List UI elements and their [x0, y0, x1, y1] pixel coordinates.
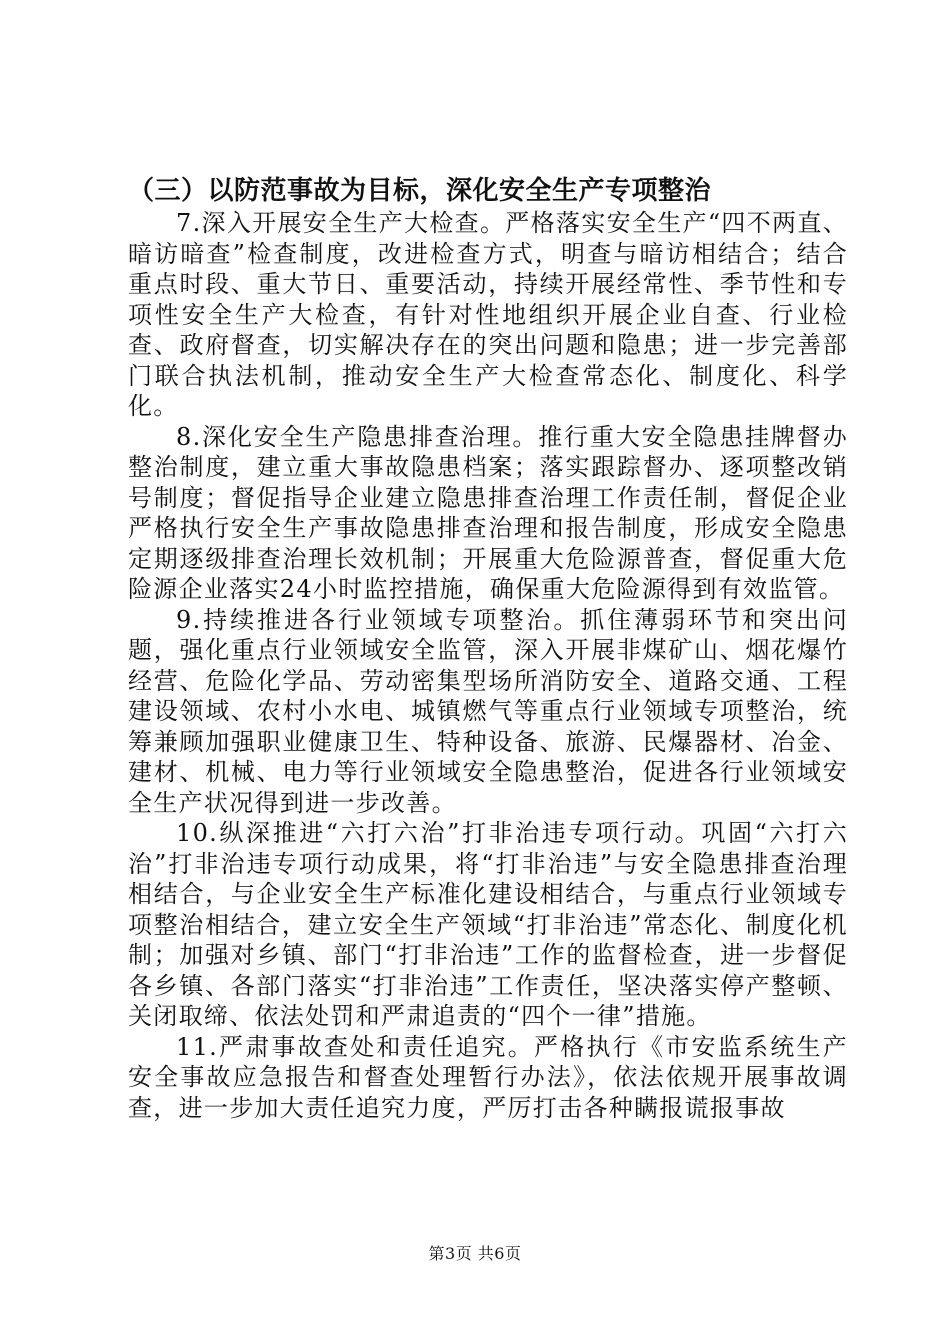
paragraph-item-8: 8.深化安全生产隐患排查治理。推行重大安全隐患挂牌督办整治制度，建立重大事故隐患档案；落实跟踪督办、逐项整改销号制度；督促指导企业建立隐患排查治理工作责任制，督促企业严格执行安全生产事故隐患排查治理和报告制度，形成安全隐患定期逐级排查治理长效机制；开展重大危险源普查，督促重大危险源企业落实24小时监控措施，确保重大危险源得到有效监管。: [128, 422, 848, 603]
page-number-footer: 第3页 共6页: [428, 1244, 522, 1263]
body-text: [128, 208, 848, 1123]
paragraph-item-10: 10.纵深推进“六打六治”打非治违专项行动。巩固“六打六治”打非治违专项行动成果，将“打非治违”与安全隐患排查治理相结合，与企业安全生产标准化建设相结合，与重点行业领域专项整治相结合，建立安全生产领域“打非治违”常态化、制度化机制；加强对乡镇、部门“打非治违”工作的监督检查，进一步督促各乡镇、各部门落实“打非治违”工作责任，坚决落实停产整顿、关闭取缔、依法处罚和严肃追责的“四个一律”措施。: [128, 819, 848, 1030]
section-heading: （三）以防范事故为目标，深化安全生产专项整治: [128, 176, 712, 206]
paragraph-item-9: 9.持续推进各行业领域专项整治。抓住薄弱环节和突出问题，强化重点行业领域安全监管，深入开展非煤矿山、烟花爆竹经营、危险化学品、劳动密集型场所消防安全、道路交通、工程建设领域、农村小水电、城镇燃气等重点行业领域专项整治，统筹兼顾加强职业健康卫生、特种设备、旅游、民爆器材、冶金、建材、机械、电力等行业领域安全隐患整治，促进各行业领域安全生产状况得到进一步改善。: [128, 605, 848, 817]
paragraph-item-7: 7.深入开展安全生产大检查。严格落实安全生产“四不两直、暗访暗查”检查制度，改进检查方式，明查与暗访相结合；结合重点时段、重大节日、重要活动，持续开展经常性、季节性和专项性安全生产大检查，有针对性地组织开展企业自查、行业检查、政府督查，切实解决存在的突出问题和隐患；进一步完善部门联合执法机制，推动安全生产大检查常态化、制度化、科学化。: [128, 209, 848, 420]
paragraph-item-11: 11.严肃事故查处和责任追究。严格执行《市安监系统生产安全事故应急报告和督查处理暂行办法》，依法依规开展事故调查，进一步加大责任追究力度，严厉打击各种瞒报谎报事故: [128, 1032, 848, 1122]
